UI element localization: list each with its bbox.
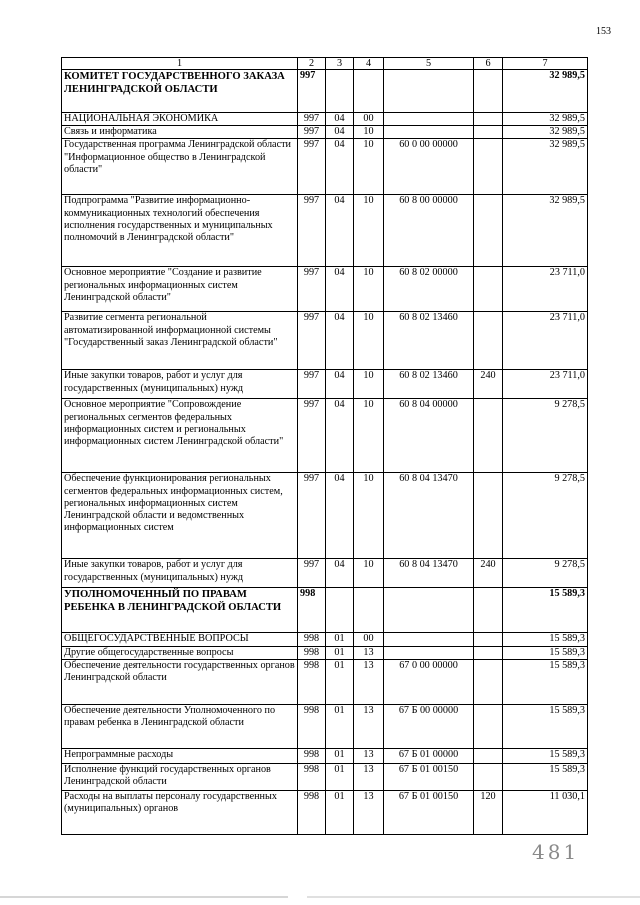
cell-target-article: 60 8 02 13460 [384,312,474,370]
cell-ministry: 998 [298,748,326,763]
cell-section: 01 [326,633,354,646]
col-header-6: 6 [474,58,503,70]
col-header-3: 3 [326,58,354,70]
row-name: Государственная программа Ленинградской области "Информационное общество в Ленинградской области" [62,139,298,195]
cell-expense-type [474,659,503,704]
table-row [62,633,588,646]
table-row [62,748,588,763]
cell-section: 04 [326,126,354,139]
cell-subsection: 13 [354,790,384,834]
cell-section: 04 [326,559,354,588]
row-name: Основное мероприятие "Сопровождение региональных сегментов федеральных информационных систем и региональных информационных систем Ленинградской области" [62,399,298,473]
table-row [62,113,588,126]
cell-section: 04 [326,267,354,312]
cell-subsection: 10 [354,473,384,559]
cell-section: 04 [326,399,354,473]
cell-target-article: 60 8 00 00000 [384,195,474,267]
cell-section: 04 [326,312,354,370]
cell-ministry: 997 [298,70,326,113]
cell-subsection: 13 [354,704,384,748]
row-name: КОМИТЕТ ГОСУДАРСТВЕННОГО ЗАКАЗА ЛЕНИНГРАДСКОЙ ОБЛАСТИ [62,70,298,113]
cell-expense-type [474,633,503,646]
cell-subsection: 00 [354,113,384,126]
cell-amount: 15 589,3 [503,588,588,633]
cell-subsection: 10 [354,267,384,312]
cell-target-article: 60 8 04 13470 [384,559,474,588]
table-row [62,370,588,399]
cell-target-article: 60 0 00 00000 [384,139,474,195]
row-name: Другие общегосударственные вопросы [62,646,298,659]
cell-expense-type [474,139,503,195]
cell-ministry: 998 [298,763,326,790]
cell-subsection: 10 [354,312,384,370]
cell-amount: 15 589,3 [503,763,588,790]
cell-ministry: 997 [298,267,326,312]
cell-amount: 9 278,5 [503,473,588,559]
cell-target-article [384,633,474,646]
cell-target-article: 60 8 02 00000 [384,267,474,312]
table-row [62,763,588,790]
cell-section [326,588,354,633]
table-row [62,588,588,633]
row-name: НАЦИОНАЛЬНАЯ ЭКОНОМИКА [62,113,298,126]
cell-amount: 32 989,5 [503,113,588,126]
cell-amount: 32 989,5 [503,195,588,267]
cell-ministry: 998 [298,646,326,659]
table-row [62,559,588,588]
cell-target-article: 60 8 02 13460 [384,370,474,399]
row-name: Иные закупки товаров, работ и услуг для государственных (муниципальных) нужд [62,370,298,399]
row-name: Исполнение функций государственных органов Ленинградской области [62,763,298,790]
cell-expense-type [474,399,503,473]
scan-edge-line [0,896,640,898]
row-name: Развитие сегмента региональной автоматизированной информационной системы "Государственный заказ Ленинградской области" [62,312,298,370]
cell-ministry: 997 [298,195,326,267]
row-name: ОБЩЕГОСУДАРСТВЕННЫЕ ВОПРОСЫ [62,633,298,646]
table-row [62,312,588,370]
table-row [62,267,588,312]
table-row [62,70,588,113]
row-name: Обеспечение функционирования региональных сегментов федеральных информационных систем, региональных информационных систем Ленинградской области и ведомственных информационных систем [62,473,298,559]
cell-ministry: 997 [298,559,326,588]
cell-ministry: 997 [298,139,326,195]
col-header-7: 7 [503,58,588,70]
cell-expense-type [474,588,503,633]
cell-section: 04 [326,195,354,267]
row-name: Непрограммные расходы [62,748,298,763]
cell-section: 01 [326,748,354,763]
row-name: Связь и информатика [62,126,298,139]
cell-expense-type [474,126,503,139]
row-name: УПОЛНОМОЧЕННЫЙ ПО ПРАВАМ РЕБЕНКА В ЛЕНИНГРАДСКОЙ ОБЛАСТИ [62,588,298,633]
table-row [62,790,588,834]
col-header-1: 1 [62,58,298,70]
row-name: Иные закупки товаров, работ и услуг для государственных (муниципальных) нужд [62,559,298,588]
handwritten-page-number: 481 [532,840,580,864]
col-header-2: 2 [298,58,326,70]
table-row [62,195,588,267]
cell-ministry: 997 [298,113,326,126]
cell-ministry: 997 [298,126,326,139]
cell-subsection: 13 [354,748,384,763]
cell-ministry: 998 [298,790,326,834]
cell-section: 04 [326,370,354,399]
table-row [62,399,588,473]
cell-expense-type [474,113,503,126]
cell-subsection: 13 [354,646,384,659]
cell-ministry: 997 [298,370,326,399]
cell-expense-type [474,763,503,790]
cell-amount: 9 278,5 [503,399,588,473]
cell-section: 04 [326,113,354,126]
row-name: Основное мероприятие "Создание и развитие региональных информационных систем Ленинградской области" [62,267,298,312]
budget-table [61,57,588,835]
table-row [62,704,588,748]
cell-amount: 15 589,3 [503,748,588,763]
cell-subsection: 10 [354,559,384,588]
cell-section: 01 [326,659,354,704]
cell-amount: 15 589,3 [503,646,588,659]
cell-amount: 32 989,5 [503,126,588,139]
cell-amount: 9 278,5 [503,559,588,588]
cell-section [326,70,354,113]
cell-amount: 32 989,5 [503,70,588,113]
cell-subsection: 10 [354,399,384,473]
cell-amount: 15 589,3 [503,633,588,646]
cell-subsection: 13 [354,763,384,790]
cell-subsection [354,70,384,113]
cell-amount: 23 711,0 [503,370,588,399]
cell-target-article [384,126,474,139]
row-name: Обеспечение деятельности Уполномоченного по правам ребенка в Ленинградской области [62,704,298,748]
table-row [62,659,588,704]
cell-section: 01 [326,763,354,790]
cell-subsection [354,588,384,633]
cell-amount: 23 711,0 [503,267,588,312]
table-row [62,646,588,659]
cell-target-article: 60 8 04 13470 [384,473,474,559]
cell-amount: 11 030,1 [503,790,588,834]
table-row [62,139,588,195]
cell-amount: 15 589,3 [503,659,588,704]
cell-amount: 23 711,0 [503,312,588,370]
cell-subsection: 10 [354,126,384,139]
cell-subsection: 10 [354,370,384,399]
cell-ministry: 998 [298,659,326,704]
col-header-4: 4 [354,58,384,70]
cell-target-article: 67 Б 00 00000 [384,704,474,748]
cell-subsection: 13 [354,659,384,704]
cell-target-article: 67 Б 01 00000 [384,748,474,763]
cell-section: 04 [326,139,354,195]
cell-subsection: 10 [354,139,384,195]
cell-ministry: 998 [298,633,326,646]
cell-ministry: 998 [298,588,326,633]
cell-expense-type [474,646,503,659]
cell-target-article [384,646,474,659]
cell-section: 01 [326,790,354,834]
table-row [62,126,588,139]
cell-ministry: 997 [298,399,326,473]
cell-section: 01 [326,646,354,659]
cell-target-article: 67 0 00 00000 [384,659,474,704]
cell-expense-type [474,473,503,559]
table-row [62,473,588,559]
cell-ministry: 998 [298,704,326,748]
cell-target-article: 67 Б 01 00150 [384,790,474,834]
cell-amount: 15 589,3 [503,704,588,748]
cell-target-article: 67 Б 01 00150 [384,763,474,790]
cell-target-article: 60 8 04 00000 [384,399,474,473]
cell-target-article [384,113,474,126]
cell-expense-type [474,748,503,763]
row-name: Обеспечение деятельности государственных органов Ленинградской области [62,659,298,704]
cell-subsection: 00 [354,633,384,646]
page-number: 153 [596,26,611,37]
cell-section: 04 [326,473,354,559]
cell-expense-type [474,267,503,312]
cell-expense-type: 240 [474,559,503,588]
cell-section: 01 [326,704,354,748]
cell-ministry: 997 [298,312,326,370]
cell-expense-type: 120 [474,790,503,834]
cell-ministry: 997 [298,473,326,559]
cell-expense-type [474,70,503,113]
cell-expense-type [474,704,503,748]
col-header-5: 5 [384,58,474,70]
header-row [62,58,588,70]
row-name: Подпрограмма "Развитие информационно-коммуникационных технологий обеспечения исполнения государственных и муниципальных полномочий в Ленинградской области" [62,195,298,267]
cell-subsection: 10 [354,195,384,267]
cell-expense-type [474,195,503,267]
row-name: Расходы на выплаты персоналу государственных (муниципальных) органов [62,790,298,834]
cell-target-article [384,70,474,113]
cell-expense-type: 240 [474,370,503,399]
cell-target-article [384,588,474,633]
cell-amount: 32 989,5 [503,139,588,195]
cell-expense-type [474,312,503,370]
